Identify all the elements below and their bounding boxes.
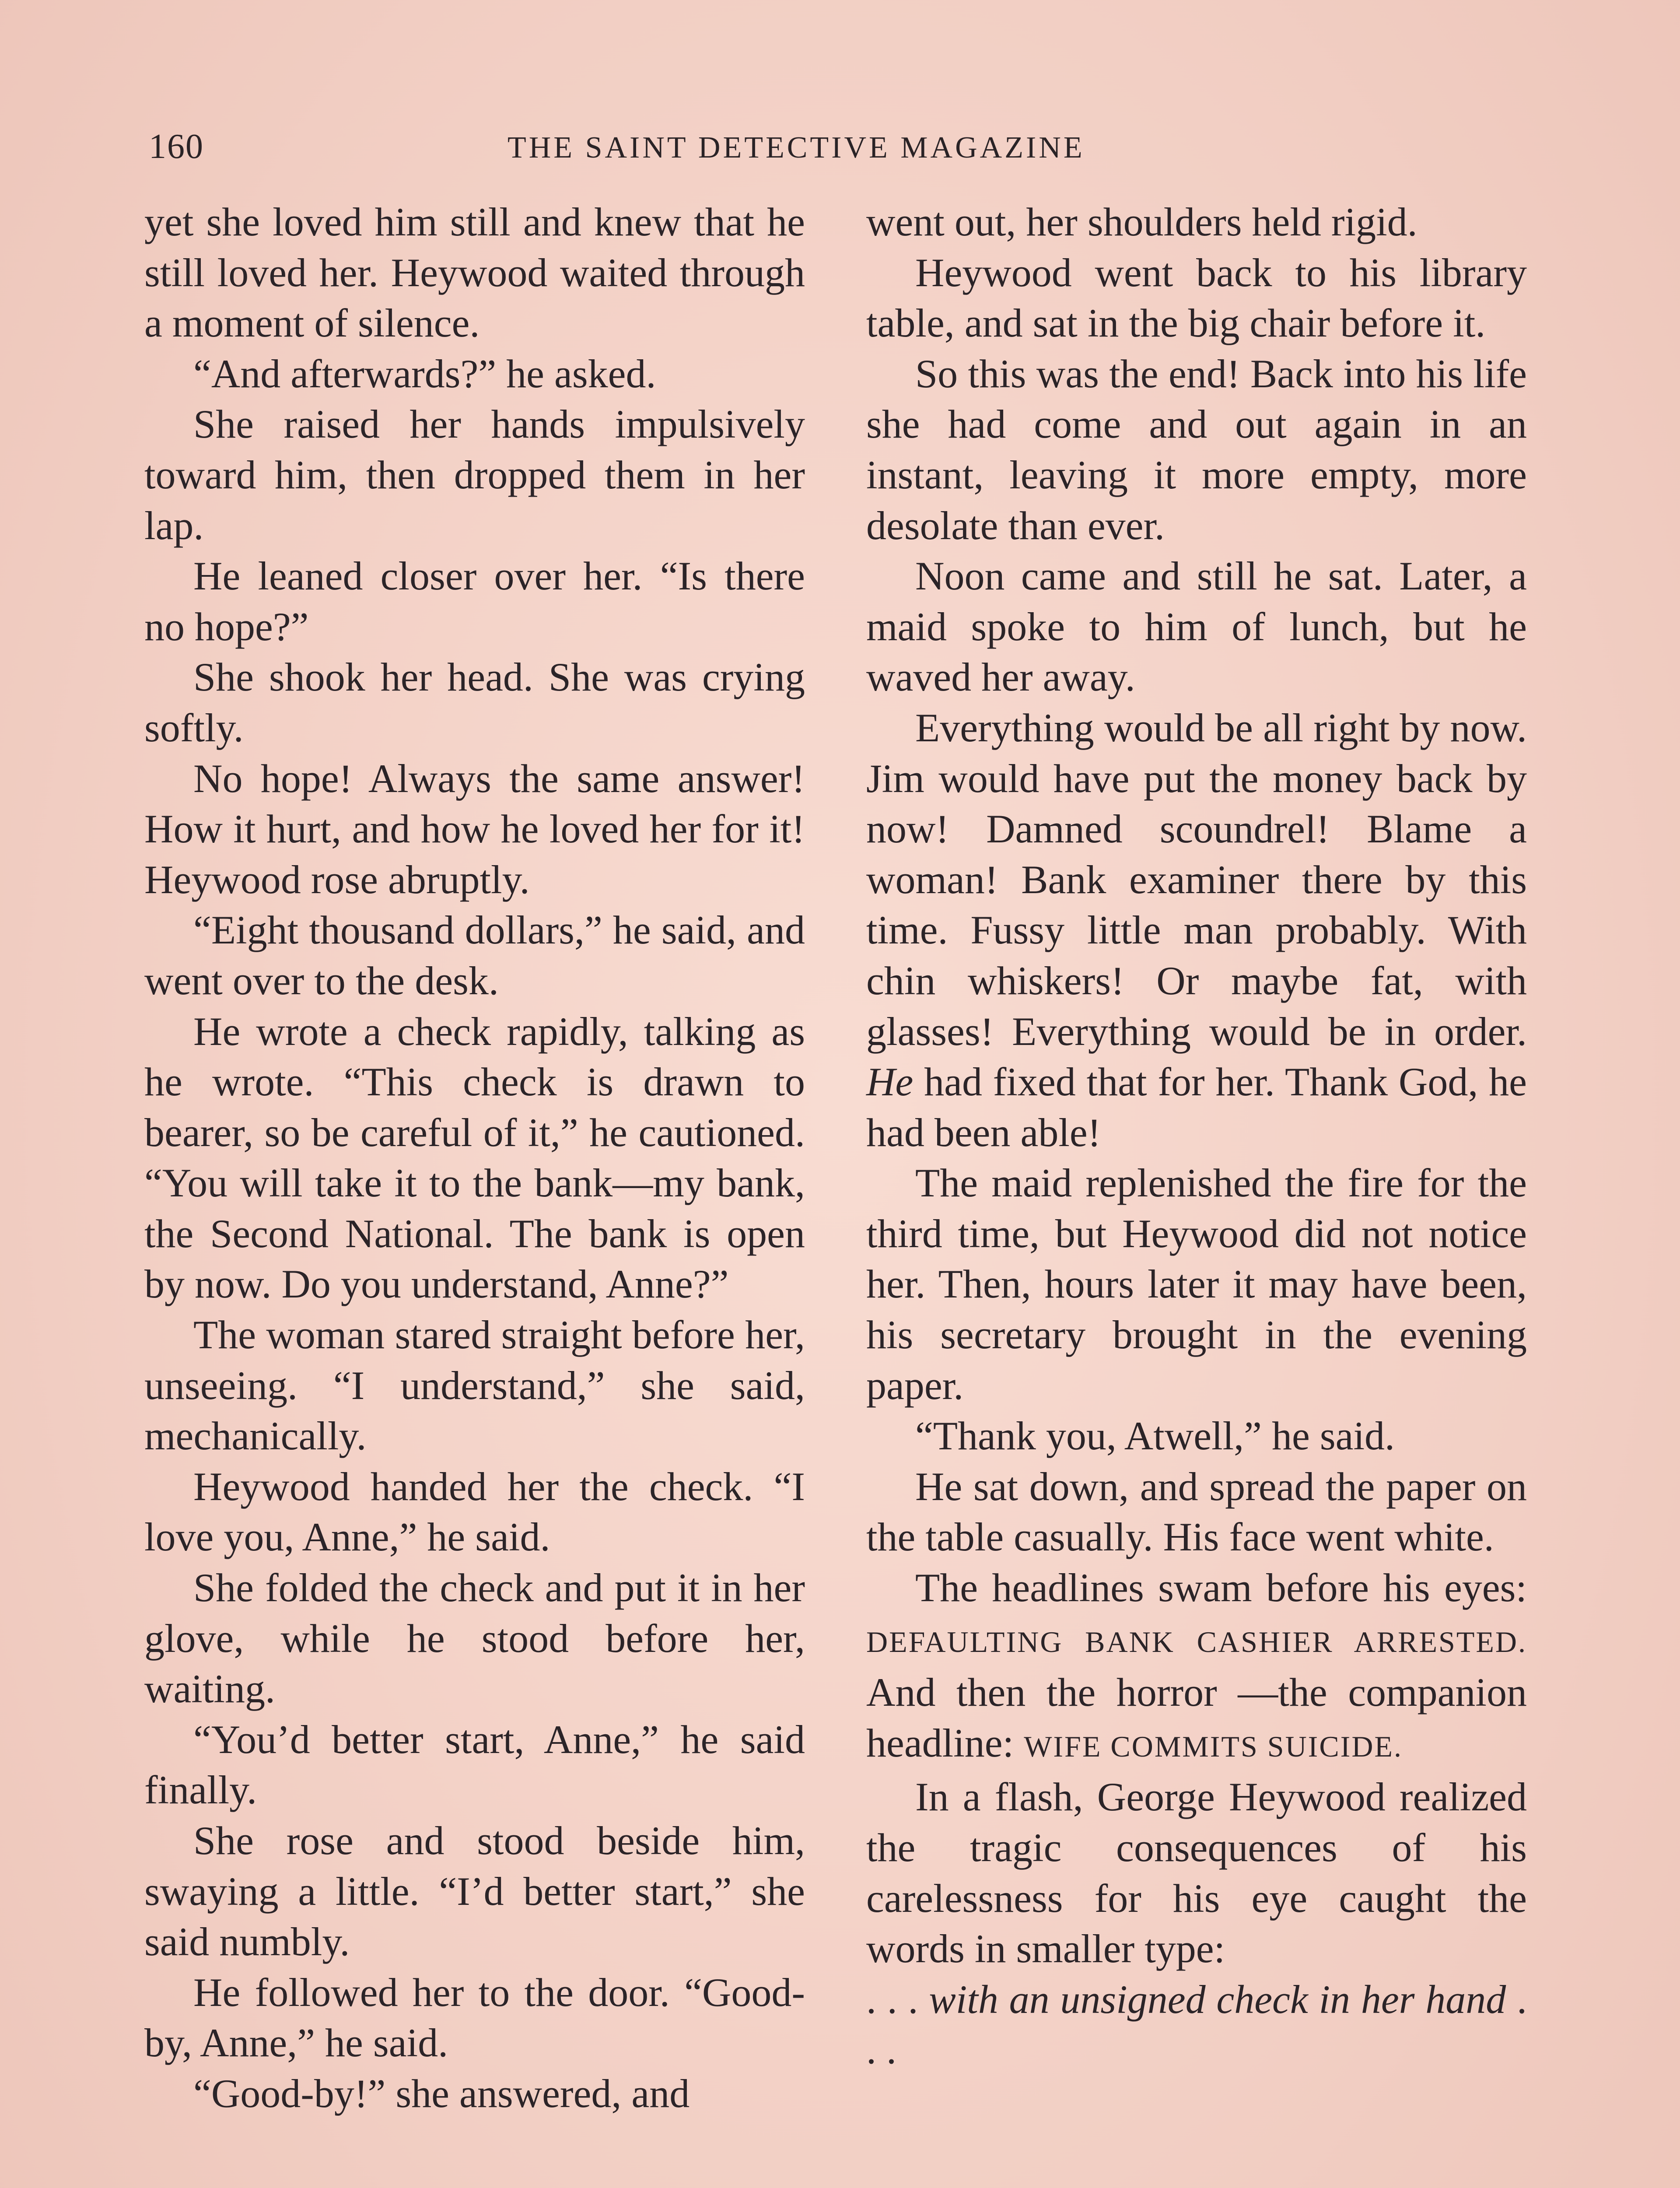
paragraph: yet she loved him still and knew that he still loved her. Heywood waited through a moment of silence.: [144, 200, 805, 346]
headline-wife: WIFE COMMITS SUICIDE.: [1024, 1729, 1403, 1763]
paragraph: So this was the end! Back into his life she had come and out again in an instant, leaving it more empty, more desolate than ever.: [866, 351, 1527, 548]
ellipsis: . . .: [866, 1977, 929, 2022]
paragraph: Heywood handed her the check. “I love you, Anne,” he said.: [144, 1464, 805, 1560]
page-number: 160: [149, 127, 204, 166]
paragraph: The maid replenished the fire for the third time, but Heywood did not notice her. Then, hours later it may have been, his secretary brought in the evening paper.: [866, 1161, 1527, 1408]
text-run: The headlines swam before his eyes:: [915, 1565, 1527, 1610]
paragraph: “Eight thousand dollars,” he said, and went over to the desk.: [144, 908, 805, 1003]
text-run: And then the horror —the companion headline:: [866, 1670, 1527, 1765]
paragraph: went out, her shoulders held rigid.: [866, 200, 1418, 244]
paragraph: [866, 1974, 1527, 2076]
paragraph: Noon came and still he sat. Later, a maid spoke to him of lunch, but he waved her away.: [866, 554, 1527, 700]
headline-cashier: DEFAULTING BANK CASHIER ARRESTED.: [866, 1625, 1527, 1659]
paragraph: She raised her hands impulsively toward him, then dropped them in her lap.: [144, 402, 805, 548]
text-run: Everything would be all right by now. Jim would have put the money back by now! Damned scoundrel! Blame a woman! Bank examiner there by this time. Fussy little man probably. With chin whiskers! Or maybe fat, with glasses! Everything would be in order.: [866, 705, 1527, 1054]
running-head: THE SAINT DETECTIVE MAGAZINE: [508, 131, 1085, 165]
left-column: [144, 197, 805, 2119]
paragraph: “Thank you, Atwell,” he said.: [915, 1413, 1395, 1459]
paragraph: She folded the check and put it in her glove, while he stood before her, waiting.: [144, 1565, 805, 1711]
paragraph: She rose and stood beside him, swaying a little. “I’d better start,” she said numbly.: [144, 1818, 805, 1964]
paragraph: [866, 1563, 1527, 1772]
ellipsis: . . .: [866, 1977, 1527, 2072]
right-column: [866, 197, 1527, 2076]
emphasis: He: [866, 1059, 914, 1105]
paragraph: He leaned closer over her. “Is there no hope?”: [144, 554, 805, 649]
paragraph: She shook her head. She was crying softly.: [144, 655, 805, 750]
paragraph: “Good-by!” she answered, and: [193, 2071, 690, 2116]
paragraph: He wrote a check rapidly, talking as he wrote. “This check is drawn to bearer, so be careful of it,” he cautioned. “You will take it to the bank—my bank, the Second National. The bank is open by now. Do you understand, Anne?”: [144, 1009, 805, 1307]
paragraph: No hope! Always the same answer! How it hurt, and how he loved her for it! Heywood rose abruptly.: [144, 756, 805, 902]
emphasis: with an unsigned check in her hand: [929, 1977, 1506, 2022]
paragraph: “You’d better start, Anne,” he said finally.: [144, 1717, 805, 1813]
text-run: had fixed that for her. Thank God, he had been able!: [866, 1059, 1527, 1155]
paragraph: Heywood went back to his library table, and sat in the big chair before it.: [866, 250, 1527, 346]
paragraph: The woman stared straight before her, unseeing. “I understand,” she said, mechanically.: [144, 1312, 805, 1459]
paragraph: “And afterwards?” he asked.: [193, 351, 656, 396]
page-header: [0, 127, 1680, 179]
paragraph: He sat down, and spread the paper on the table casually. His face went white.: [866, 1464, 1527, 1560]
paragraph: He followed her to the door. “Good-by, Anne,” he said.: [144, 1970, 805, 2065]
paragraph: [866, 703, 1527, 1158]
paragraph: In a flash, George Heywood realized the tragic consequences of his carelessness for his eye caught the words in smaller type:: [866, 1774, 1527, 1971]
